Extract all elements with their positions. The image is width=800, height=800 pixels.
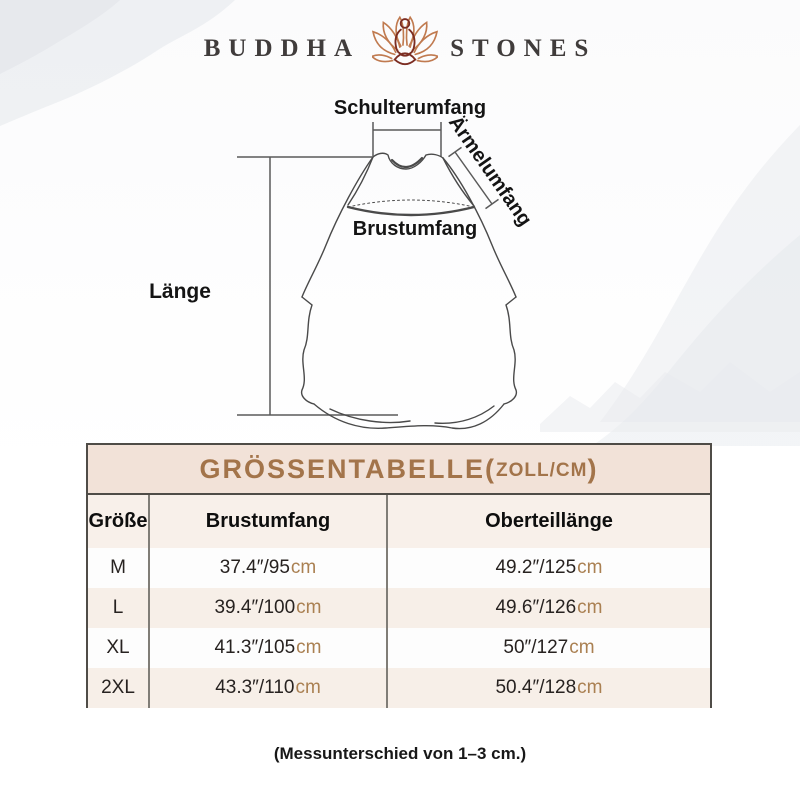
bust-cell: [150, 628, 388, 668]
bust-unit: cm: [295, 677, 321, 698]
length-cell: [388, 628, 710, 668]
size-cell: XL: [88, 628, 150, 668]
garment-line-art: [130, 90, 570, 435]
bust-measure-label: Brustumfang: [352, 218, 478, 240]
bust-value: 43.3″/110: [215, 677, 295, 698]
bust-value: 37.4″/95: [219, 557, 290, 578]
length-unit: cm: [569, 637, 595, 658]
length-value: 50″/127: [503, 637, 569, 658]
table-row-2xl: [88, 668, 710, 708]
length-value: 49.2″/125: [495, 557, 577, 578]
length-unit: cm: [577, 677, 603, 698]
bust-cell: [150, 588, 388, 628]
length-value: 49.6″/126: [495, 597, 577, 618]
length-unit: cm: [577, 597, 603, 618]
column-header-bust: Brustumfang: [150, 495, 388, 548]
table-row-m: [88, 548, 710, 588]
column-header-size: Größe: [88, 495, 150, 548]
bust-value: 41.3″/105: [214, 637, 296, 658]
table-row-l: [88, 588, 710, 628]
length-measure-label: Länge: [149, 280, 211, 303]
length-cell: [388, 548, 710, 588]
brand-name-right: STONES: [450, 35, 597, 62]
shoulder-measure-label: Schulterumfang: [333, 97, 487, 119]
bust-cell: [150, 548, 388, 588]
length-unit: cm: [577, 557, 603, 578]
table-row-xl: [88, 628, 710, 668]
size-cell: M: [88, 548, 150, 588]
length-value: 50.4″/128: [495, 677, 577, 698]
bust-value: 39.4″/100: [214, 597, 296, 618]
column-header-length: Oberteillänge: [485, 510, 613, 532]
bust-unit: cm: [296, 637, 322, 658]
length-cell: [388, 588, 710, 628]
measurement-note: (Messunterschied von 1–3 cm.): [273, 744, 527, 763]
size-table-title: [88, 445, 710, 495]
size-table-title-close: ): [587, 453, 599, 484]
sleeve-measure-label: Ärmelumfang: [443, 112, 536, 231]
bust-cell: [150, 668, 388, 708]
size-cell: L: [88, 588, 150, 628]
bust-unit: cm: [290, 557, 317, 578]
size-table-title-units: ZOLL/CM: [496, 460, 588, 481]
size-table: [86, 443, 712, 708]
length-cell: [388, 668, 710, 708]
size-table-header-row: [88, 495, 710, 548]
bust-unit: cm: [296, 597, 322, 618]
size-cell: 2XL: [88, 668, 150, 708]
brand-name-left: BUDDHA: [203, 35, 361, 62]
size-table-title-main: GRÖSSENTABELLE(: [199, 453, 497, 484]
